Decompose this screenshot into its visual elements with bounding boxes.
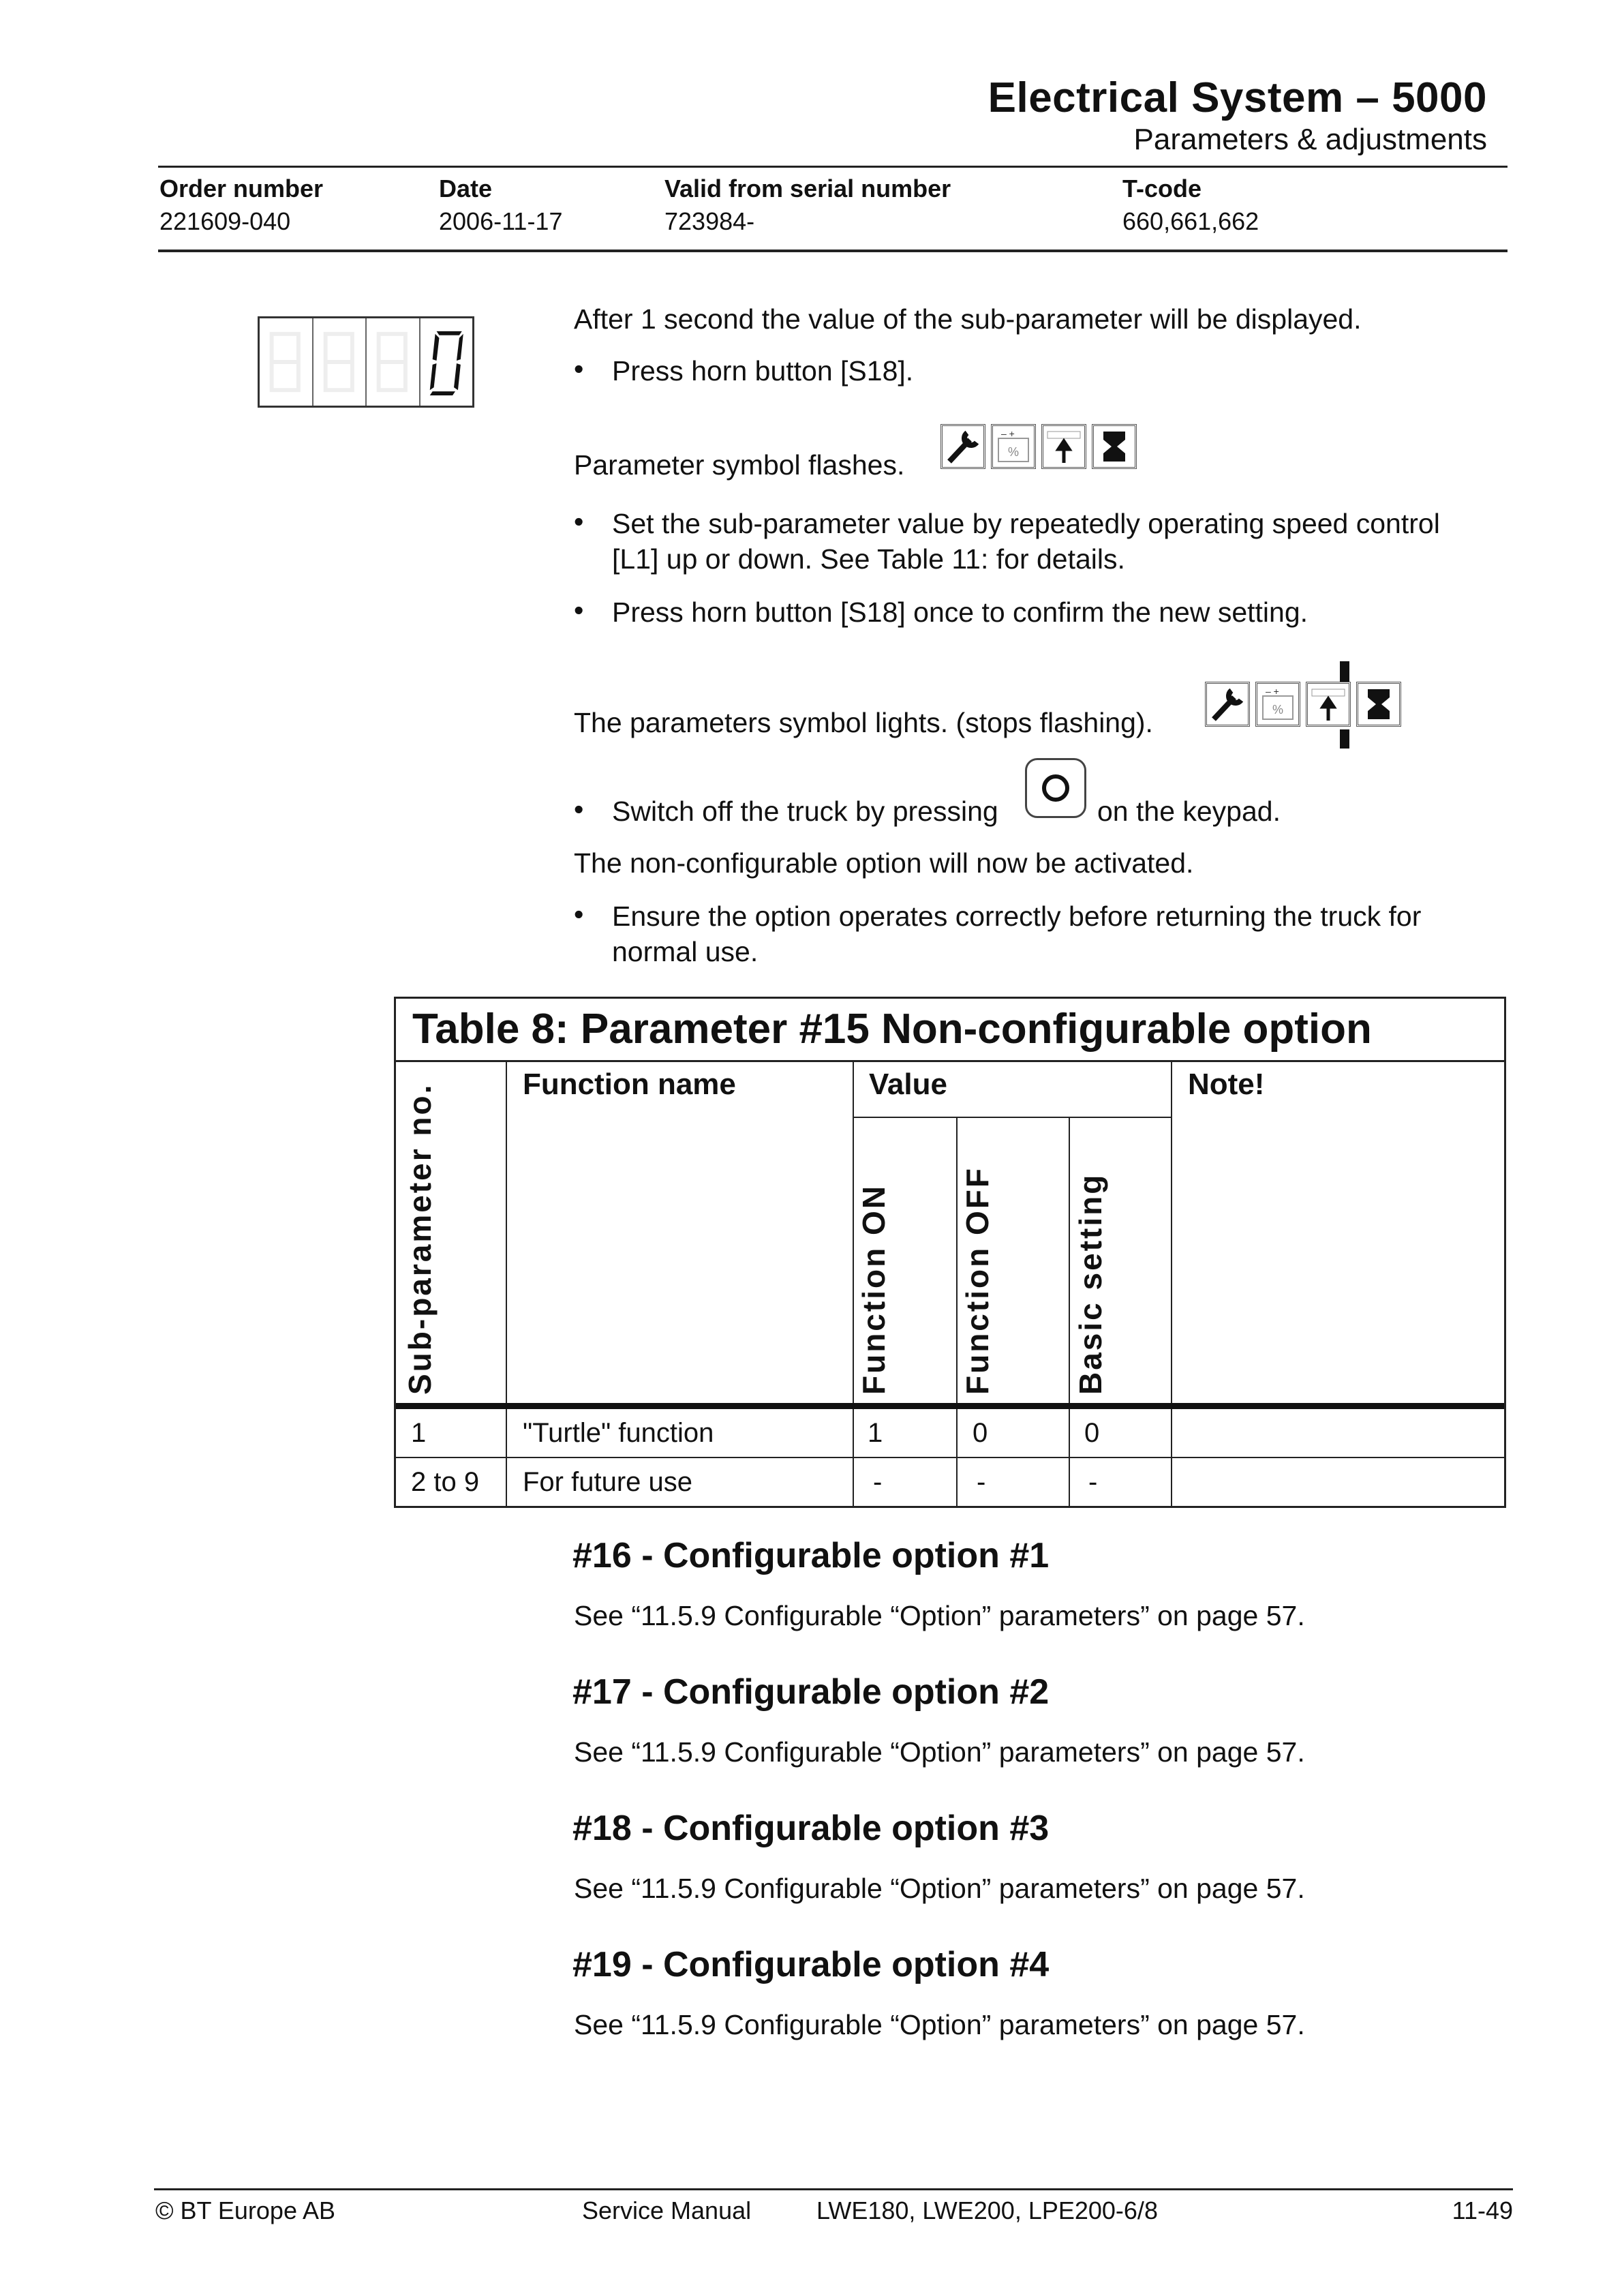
- section-link-16[interactable]: See “11.5.9 Configurable “Option” parameters” on page 57.: [574, 1600, 1305, 1631]
- column-divider: [506, 1409, 507, 1457]
- header-sub-parameter: Sub-parameter no.: [402, 1083, 438, 1395]
- display-digit-value: [420, 318, 473, 406]
- activated-text: The non-configurable option will now be activated.: [574, 847, 1194, 879]
- cell-function-name: "Turtle" function: [523, 1418, 714, 1448]
- column-divider: [1069, 1409, 1070, 1457]
- column-divider: [1171, 1062, 1172, 1403]
- blank-digit-icon: [260, 318, 312, 406]
- table-header: [396, 1062, 1504, 1409]
- step-ensure-line1: Ensure the option operates correctly before returning the truck for: [612, 901, 1422, 932]
- section-heading-19: #19 - Configurable option #4: [572, 1945, 1050, 1984]
- meta-value-tcode: 660,661,662: [1122, 207, 1259, 235]
- meta-value-serial: 723984-: [664, 207, 755, 235]
- column-divider: [1069, 1458, 1070, 1506]
- bullet-marker: •: [574, 506, 584, 537]
- display-digit-blank: [367, 318, 420, 406]
- hourglass-icon: [1356, 682, 1401, 727]
- keypad-power-key-icon: [1025, 758, 1086, 818]
- footer-manual: Service Manual: [582, 2196, 752, 2224]
- cell-function-name: For future use: [523, 1467, 693, 1497]
- cell-basic-setting: 0: [1084, 1418, 1100, 1448]
- svg-text:– +: – +: [1001, 428, 1015, 439]
- header-function-on: Function ON: [856, 1184, 891, 1395]
- cell-function-off: 0: [973, 1418, 988, 1448]
- step-set-value-line1: Set the sub-parameter value by repeatedly operating speed control: [612, 508, 1440, 539]
- header-basic-setting: Basic setting: [1073, 1173, 1108, 1395]
- step-confirm: Press horn button [S18] once to confirm the new setting.: [612, 596, 1309, 628]
- section-link-18[interactable]: See “11.5.9 Configurable “Option” parameters” on page 57.: [574, 1873, 1305, 1904]
- symbol-flashes-text: Parameter symbol flashes.: [574, 449, 905, 481]
- section-heading-17: #17 - Configurable option #2: [572, 1672, 1050, 1712]
- step-press-horn: Press horn button [S18].: [612, 355, 914, 387]
- battery-percent-icon: [991, 424, 1036, 469]
- lit-indicator-bottom: [1340, 729, 1349, 749]
- lift-arrow-icon: [1041, 424, 1086, 469]
- lift-arrow-icon: [1306, 682, 1351, 727]
- power-circle-icon: [1042, 774, 1069, 802]
- column-divider: [1069, 1117, 1070, 1403]
- display-digit-blank: [260, 318, 313, 406]
- cell-function-off: -: [977, 1467, 986, 1497]
- hourglass-icon: [1092, 424, 1137, 469]
- section-link-17[interactable]: See “11.5.9 Configurable “Option” parameters” on page 57.: [574, 1736, 1305, 1768]
- svg-text:– +: – +: [1266, 686, 1279, 697]
- cell-function-on: -: [873, 1467, 883, 1497]
- wrench-icon: [1205, 682, 1250, 727]
- column-divider: [506, 1458, 507, 1506]
- seven-segment-display: [258, 316, 474, 408]
- parameter-symbol-strip-flashing: [940, 424, 1137, 469]
- display-digit-blank: [313, 318, 367, 406]
- header-note: Note!: [1188, 1068, 1265, 1101]
- battery-percent-icon: [1255, 682, 1300, 727]
- column-divider: [956, 1409, 958, 1457]
- cell-basic-setting: -: [1088, 1467, 1098, 1497]
- parameter-table: [394, 997, 1506, 1508]
- column-divider: [956, 1117, 958, 1403]
- table-row: [396, 1409, 1504, 1458]
- meta-label-date: Date: [439, 175, 493, 202]
- cell-sub-parameter: 1: [411, 1418, 427, 1448]
- page-title: Electrical System – 5000: [988, 74, 1487, 121]
- column-divider: [853, 1458, 854, 1506]
- step-switch-off-pre: Switch off the truck by pressing: [612, 796, 998, 827]
- table-caption: Table 8: Parameter #15 Non-configurable option: [396, 999, 1504, 1062]
- column-divider: [1171, 1458, 1172, 1506]
- page-subtitle: Parameters & adjustments: [1133, 123, 1487, 156]
- column-divider: [1171, 1409, 1172, 1457]
- digit-zero-icon: [420, 318, 473, 406]
- step-ensure-line2: normal use.: [612, 936, 759, 967]
- svg-text:%: %: [1008, 445, 1020, 459]
- parameter-symbol-strip-lit: [1205, 682, 1401, 727]
- wrench-icon: [940, 424, 985, 469]
- step-set-value-line2: [L1] up or down. See Table 11: for details.: [612, 543, 1125, 575]
- meta-label-order-number: Order number: [159, 175, 324, 202]
- bullet-marker: •: [574, 594, 584, 626]
- section-heading-18: #18 - Configurable option #3: [572, 1809, 1050, 1848]
- blank-digit-icon: [367, 318, 419, 406]
- meta-label-tcode: T-code: [1122, 175, 1202, 202]
- column-divider: [853, 1409, 854, 1457]
- step-switch-off-post: on the keypad.: [1097, 796, 1281, 827]
- header-function-name: Function name: [523, 1068, 736, 1101]
- column-divider: [956, 1458, 958, 1506]
- meta-label-serial: Valid from serial number: [664, 175, 951, 202]
- footer-copyright: © BT Europe AB: [155, 2196, 336, 2224]
- header-function-off: Function OFF: [960, 1166, 995, 1395]
- header-rule-top: [158, 166, 1508, 168]
- footer-page-number: 11-49: [1452, 2196, 1513, 2224]
- header-rule-bottom: [158, 250, 1508, 252]
- bullet-marker: •: [574, 898, 584, 930]
- header-value: Value: [869, 1068, 947, 1101]
- lit-indicator-top: [1340, 661, 1349, 682]
- section-heading-16: #16 - Configurable option #1: [572, 1536, 1050, 1575]
- bullet-marker: •: [574, 353, 584, 384]
- section-link-19[interactable]: See “11.5.9 Configurable “Option” parameters” on page 57.: [574, 2009, 1305, 2040]
- intro-text: After 1 second the value of the sub-parameter will be displayed.: [574, 303, 1362, 335]
- column-divider: [853, 1062, 854, 1403]
- bullet-marker: •: [574, 794, 584, 825]
- blank-digit-icon: [313, 318, 366, 406]
- meta-value-date: 2006-11-17: [439, 207, 563, 235]
- footer-rule: [154, 2188, 1513, 2190]
- symbol-lights-text: The parameters symbol lights. (stops flashing).: [574, 707, 1153, 738]
- svg-text:%: %: [1272, 703, 1284, 716]
- column-divider: [506, 1062, 507, 1403]
- footer-models: LWE180, LWE200, LPE200-6/8: [816, 2196, 1158, 2224]
- cell-sub-parameter: 2 to 9: [411, 1467, 480, 1497]
- meta-value-order-number: 221609-040: [159, 207, 291, 235]
- value-subheader-divider: [853, 1117, 1171, 1118]
- cell-function-on: 1: [868, 1418, 883, 1448]
- table-row: [396, 1458, 1504, 1506]
